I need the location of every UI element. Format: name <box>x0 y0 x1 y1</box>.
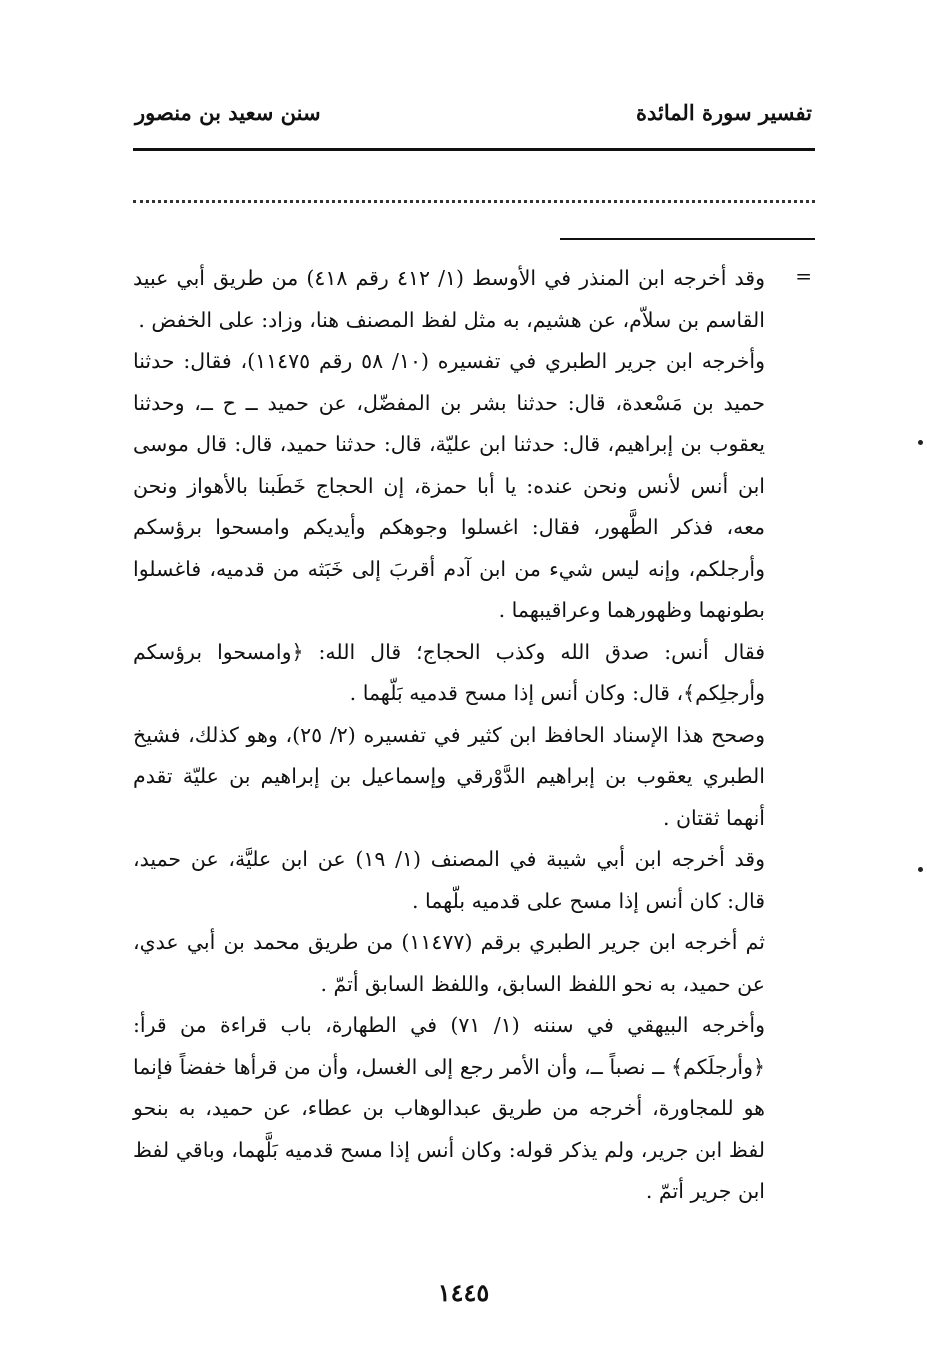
chapter-title: تفسير سورة المائدة <box>636 100 812 125</box>
footnote-paragraph: وقد أخرجه ابن أبي شيبة في المصنف (١/ ١٩) عن ابن عليَّة، عن حميد، قال: كان أنس إذا مسح على قدميه بلّهما . <box>133 847 765 913</box>
margin-dot <box>918 440 923 445</box>
dotted-separator <box>133 200 815 203</box>
footnote-paragraph: وأخرجه البيهقي في سننه (١/ ٧١) في الطهارة، باب قراءة من قرأ: ﴿وأرجلَكم﴾ ــ نصباً ــ، وأن الأمر رجع إلى الغسل، وأن من قرأها خفضاً فإنما هو للمجاورة، أخرجه من طريق عبدالوهاب بن عطاء، عن حميد، به بنحو لفظ ابن جرير، ولم يذكر قوله: وكان أنس إذا مسح قدميه بَلَّهما، وباقي لفظ ابن جرير أتمّ . <box>133 1013 765 1203</box>
page-number: ١٤٤٥ <box>437 1278 490 1307</box>
header-rule <box>133 148 815 151</box>
footnote-body <box>133 258 765 1213</box>
footnote-paragraph: وصحح هذا الإسناد الحافظ ابن كثير في تفسيره (٢/ ٢٥)، وهو كذلك، فشيخ الطبري يعقوب بن إبراهيم الدَّوْرقي وإسماعيل بن إبراهيم بن عليّة تقدم أنهما ثقتان . <box>133 722 765 830</box>
margin-dot <box>918 867 923 872</box>
book-title: سنن سعيد بن منصور <box>135 100 321 125</box>
footnote-paragraph: ثم أخرجه ابن جرير الطبري برقم (١١٤٧٧) من طريق محمد بن أبي عدي، عن حميد، به نحو اللفظ السابق، واللفظ السابق أتمّ . <box>133 930 765 996</box>
footnote-paragraph: فقال أنس: صدق الله وكذب الحجاج؛ قال الله: ﴿وامسحوا برؤسكم وأرجلِكم﴾، قال: وكان أنس إذا مسح قدميه بَلّهما . <box>133 639 765 705</box>
footnote-paragraph: وقد أخرجه ابن المنذر في الأوسط (١/ ٤١٢ رقم ٤١٨) من طريق أبي عبيد القاسم بن سلاّم، عن هشيم، به مثل لفظ المصنف هنا، وزاد: على الخفض . <box>133 266 765 332</box>
footnote-rule <box>560 238 815 240</box>
continuation-mark: = <box>795 264 812 288</box>
footnote-paragraph: وأخرجه ابن جرير الطبري في تفسيره (١٠/ ٥٨ رقم ١١٤٧٥)، فقال: حدثنا حميد بن مَسْعدة، قال: حدثنا بشر بن المفضّل، عن حميد ــ ح ــ، وحدثنا يعقوب بن إبراهيم، قال: حدثنا ابن عليّة، قال: حدثنا حميد، قال: قال موسى ابن أنس لأنس ونحن عنده: يا أبا حمزة، إن الحجاج خَطَبنا بالأهواز ونحن معه، فذكر الطَّهور، فقال: اغسلوا وجوهكم وأيديكم وامسحوا برؤسكم وأرجلكم، وإنه ليس شيء من ابن آدم أقربَ إلى خَبَثه من قدميه، فاغسلوا بطونهما وظهورهما وعراقيبهما . <box>133 349 765 622</box>
